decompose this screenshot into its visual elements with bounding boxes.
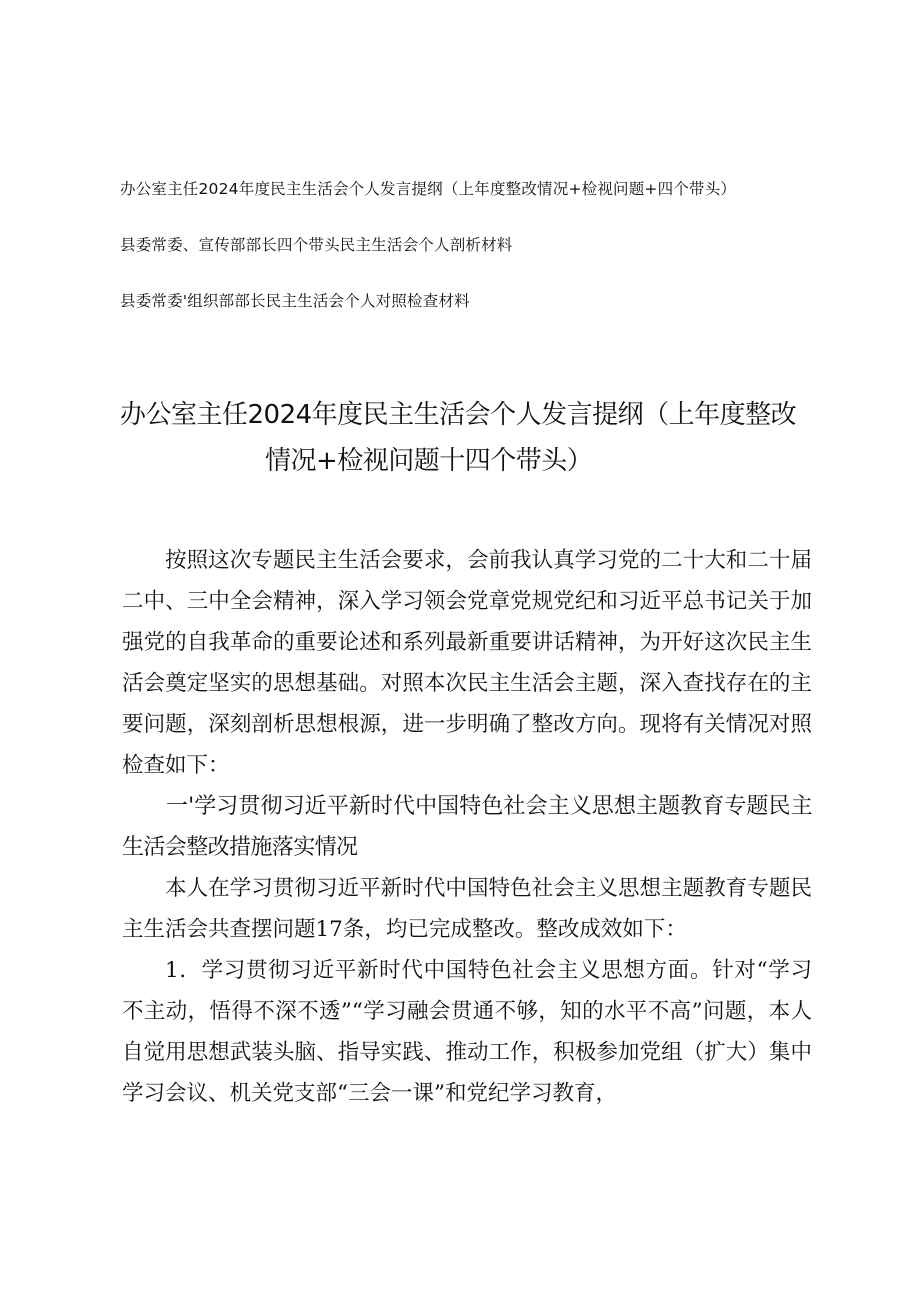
item-1-paragraph: 1．学习贯彻习近平新时代中国特色社会主义思想方面。针对“学习不主动，悟得不深不透”“学习融会贯通不够，知的水平不高”问题，本人自觉用思想武装头脑、指导实践、推动工作，积极参加党组（扩大）集中学习会议、机关党支部“三会一课”和党纪学习教育， (122, 958, 812, 1106)
document-title-line-1: 办公室主任2024年度民主生活会个人发言提纲（上年度整改 (120, 400, 797, 430)
section-1-heading: 一'学习贯彻习近平新时代中国特色社会主义思想主题教育专题民主生活会整改措施落实情况 (122, 794, 812, 860)
toc-item-organization-minister-review[interactable]: 县委常委'组织部部长民主生活会个人对照检查材料 (120, 292, 470, 310)
document-title-line-2: 情况+检视问题十四个带头） (265, 446, 593, 476)
toc-item-office-director-outline[interactable]: 办公室主任2024年度民主生活会个人发言提纲（上年度整改情况+检视问题+四个带头） (120, 180, 737, 198)
document-body (122, 540, 812, 1114)
toc-item-propaganda-minister-analysis[interactable]: 县委常委、宣传部部长四个带头民主生活会个人剖析材料 (120, 236, 513, 254)
table-of-contents (120, 175, 840, 343)
document-title (100, 392, 840, 484)
section-1-paragraph: 本人在学习贯彻习近平新时代中国特色社会主义思想主题教育专题民主生活会共查摆问题17条，均已完成整改。整改成效如下： (122, 876, 812, 942)
intro-paragraph: 按照这次专题民主生活会要求，会前我认真学习党的二十大和二十届二中、三中全会精神，深入学习领会党章党规党纪和习近平总书记关于加强党的自我革命的重要论述和系列最新重要讲话精神，为开好这次民主生活会奠定坚实的思想基础。对照本次民主生活会主题，深入查找存在的主要问题，深刻剖析思想根源，进一步明确了整改方向。现将有关情况对照检查如下： (122, 548, 812, 778)
